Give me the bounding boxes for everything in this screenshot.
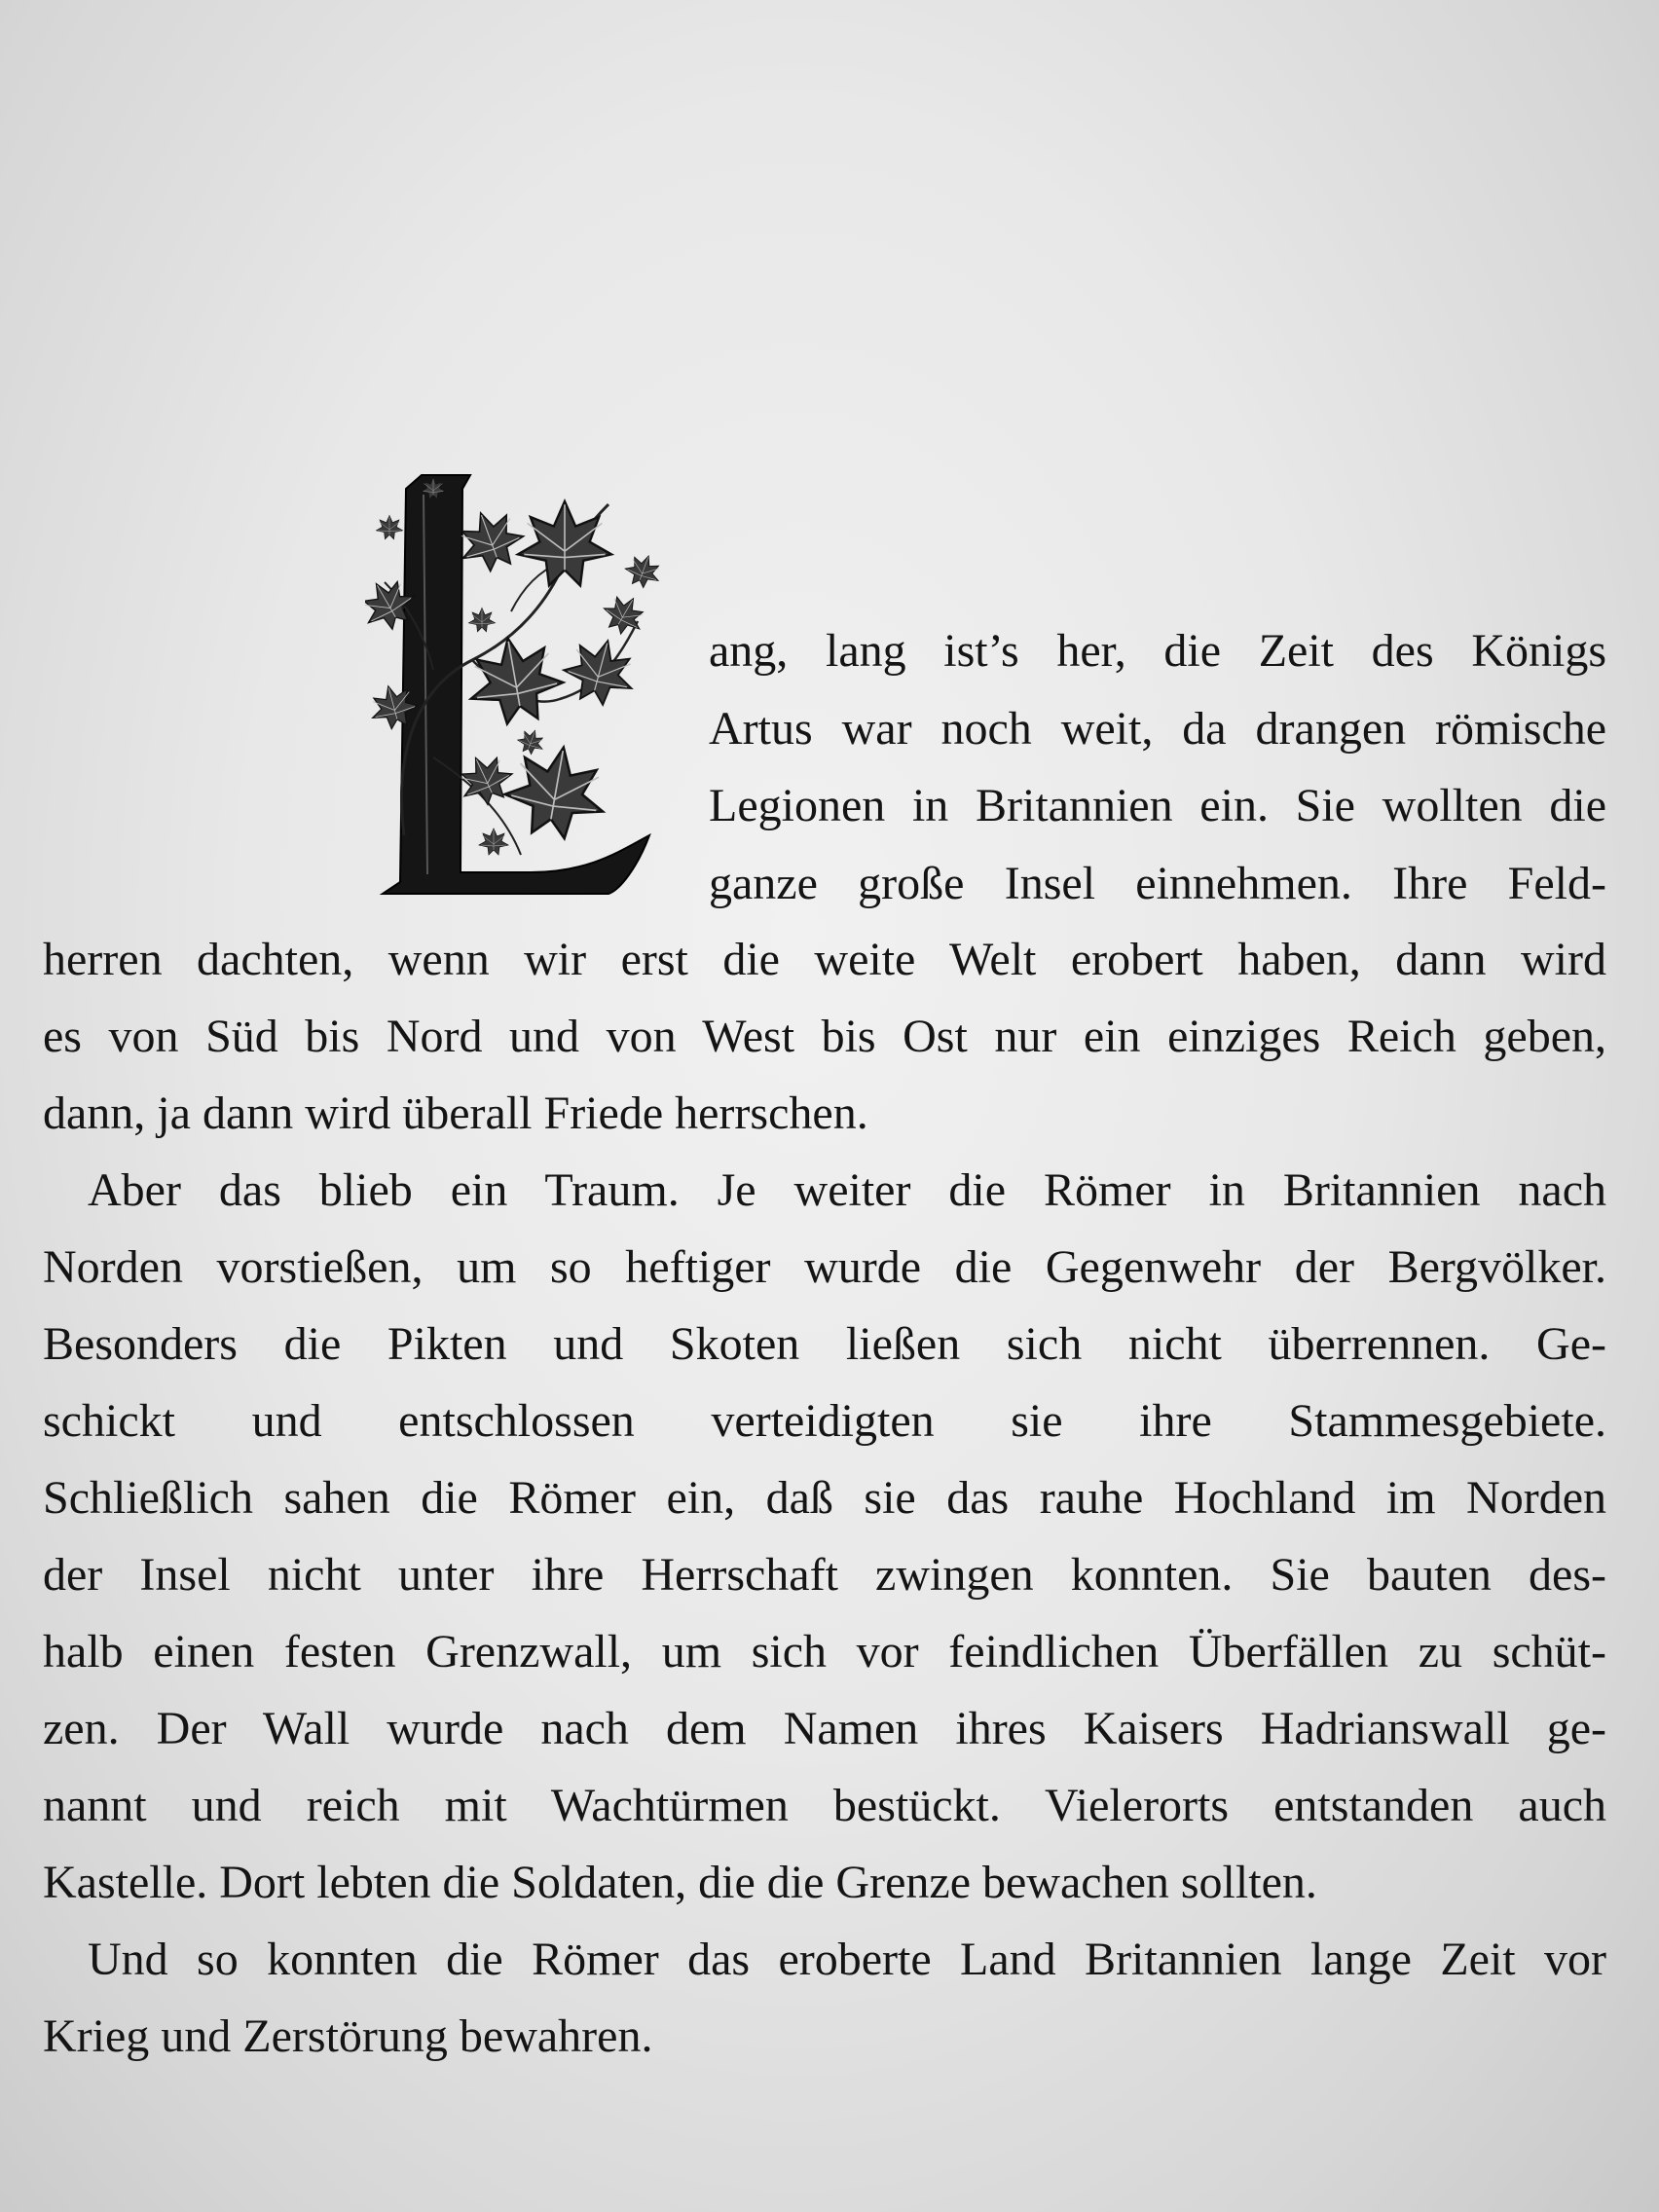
text-line: Besonders die Pikten und Skoten ließen sich nicht überrennen. Ge- <box>43 1318 1606 1370</box>
text-line: Artus war noch weit, da drangen römische <box>709 703 1606 755</box>
text-line: Und so konnten die Römer das eroberte Land Britannien lange Zeit vor <box>88 1934 1606 1985</box>
text-line: halb einen festen Grenzwall, um sich vor feindlichen Überfällen zu schüt- <box>43 1626 1606 1677</box>
text-line: dann, ja dann wird überall Friede herrschen. <box>43 1088 868 1139</box>
text-line: zen. Der Wall wurde nach dem Namen ihres Kaisers Hadrianswall ge- <box>43 1703 1606 1754</box>
drop-cap-initial <box>365 465 691 903</box>
text-line: Kastelle. Dort lebten die Soldaten, die die Grenze bewachen sollten. <box>43 1857 1317 1908</box>
text-line: der Insel nicht unter ihre Herrschaft zwingen konnten. Sie bauten des- <box>43 1549 1606 1601</box>
text-line: Aber das blieb ein Traum. Je weiter die Römer in Britannien nach <box>88 1164 1606 1216</box>
text-line: herren dachten, wenn wir erst die weite Welt erobert haben, dann wird <box>43 934 1606 985</box>
text-line: es von Süd bis Nord und von West bis Ost nur ein einziges Reich geben, <box>43 1011 1606 1062</box>
text-line: ganze große Insel einnehmen. Ihre Feld- <box>709 858 1606 909</box>
text-line: Norden vorstießen, um so heftiger wurde die Gegenwehr der Bergvölker. <box>43 1241 1606 1293</box>
text-line: Schließlich sahen die Römer ein, daß sie das rauhe Hochland im Norden <box>43 1472 1606 1524</box>
text-line: Legionen in Britannien ein. Sie wollten die <box>709 780 1606 831</box>
text-line: ang, lang ist’s her, die Zeit des Königs <box>709 625 1606 677</box>
text-line: Krieg und Zerstörung bewahren. <box>43 2010 653 2062</box>
text-line: nannt und reich mit Wachtürmen bestückt. Vielerorts entstanden auch <box>43 1780 1606 1831</box>
ivy-leaves-ornament-icon <box>365 465 691 903</box>
text-line: schickt und entschlossen verteidigten sie ihre Stammesgebiete. <box>43 1395 1606 1447</box>
